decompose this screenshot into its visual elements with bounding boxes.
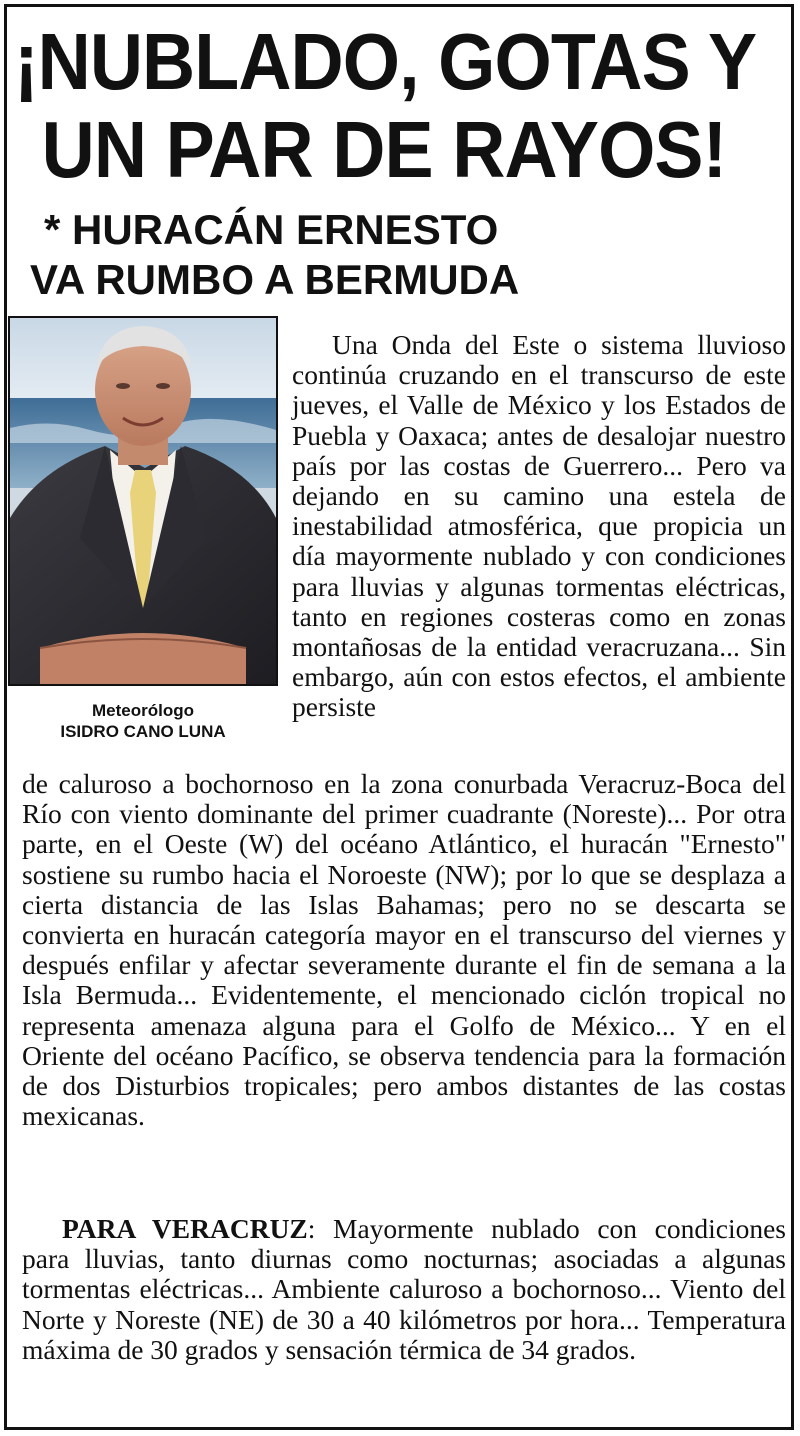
forecast-text: : Mayormente nublado con condiciones para lluvias, tanto diurnas como nocturnas; asociadas a algunas tormentas eléctricas... Ambiente caluroso a bochornoso... Viento del Norte y Noreste (NE) de 30 a 40 kilómetros por hora... Temperatura máxima de 30 grados y sensación térmica de 34 grados. — [22, 1213, 786, 1365]
meteorologist-photo — [8, 316, 278, 686]
subheadline — [30, 205, 770, 305]
article-paragraph-1-continued: de caluroso a bochornoso en la zona conurbada Veracruz-Boca del Río con viento dominante del primer cuadrante (Noreste)... Por otra parte, en el Oeste (W) del océano Atlántico, el huracán "Ernesto" sostiene su rumbo hacia el Noroeste (NW); por lo que se desplaza a cierta distancia de las Islas Bahamas; pero no se descarta se convierta en huracán categoría mayor en el transcurso del viernes y después enfilar y afectar severamente durante el fin de semana a la Isla Bermuda... Evidentemente, el mencionado ciclón tropical no representa amenaza alguna para el Golfo de México... Y en el Oriente del océano Pacífico, se observa tendencia para la formación de dos Disturbios tropicales; pero ambos distantes de las costas mexicanas. — [22, 768, 786, 1132]
headline — [14, 17, 757, 194]
headline-line-1: ¡NUBLADO, GOTAS Y — [14, 17, 757, 106]
photo-caption — [8, 700, 278, 742]
article-paragraph-2 — [22, 1214, 786, 1365]
caption-name: ISIDRO CANO LUNA — [60, 722, 226, 741]
portrait-illustration — [10, 318, 276, 684]
caption-role: Meteorólogo — [92, 701, 194, 720]
subheadline-line-2: VA RUMBO A BERMUDA — [30, 256, 520, 303]
subheadline-line-1: * HURACÁN ERNESTO — [44, 206, 499, 253]
article-paragraph-1-wrapped: Una Onda del Este o sistema lluvioso continúa cruzando en el transcurso de este jueves, el Valle de México y los Estados de Puebla y Oaxaca; antes de desalojar nuestro país por las costas de Guerrero... Pero va dejando en su camino una estela de inestabilidad atmosférica, que propicia un día mayormente nublado y con condiciones para lluvias y algunas tormentas eléctricas, tanto en regiones costeras como en zonas montañosas de la entidad veracruzana... Sin embargo, aún con estos efectos, el ambiente persiste — [292, 329, 786, 723]
forecast-label: PARA VERACRUZ — [62, 1213, 308, 1244]
headline-line-2: UN PAR DE RAYOS! — [41, 105, 727, 194]
